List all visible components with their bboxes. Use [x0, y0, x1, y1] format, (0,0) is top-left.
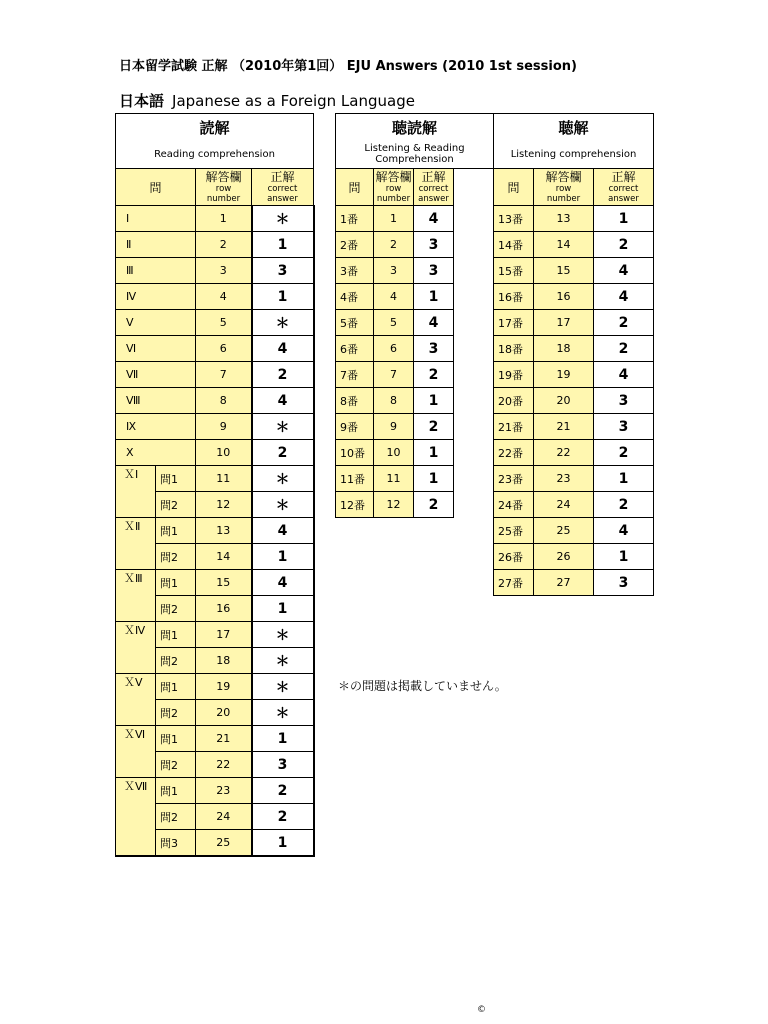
row-number: 7: [196, 362, 252, 388]
question-number: 11番: [336, 466, 374, 492]
table-row: [116, 232, 314, 258]
correct-answer: ＊: [252, 206, 314, 232]
correct-answer: 4: [252, 388, 314, 414]
table-row: [494, 310, 654, 336]
table-row: [494, 570, 654, 596]
section-title-jp: 日本語: [119, 92, 165, 110]
correct-answer: 2: [252, 362, 314, 388]
correct-answer: 3: [594, 570, 654, 596]
correct-answer: 4: [414, 310, 454, 336]
question-number: Ⅵ: [116, 336, 196, 362]
row-number: 2: [374, 232, 414, 258]
question-number: Ⅸ: [116, 414, 196, 440]
question-number: ＸⅣ: [116, 622, 156, 674]
listening-reading-subtitle: Listening & Reading Comprehension: [336, 140, 494, 169]
copyright-mark: ©: [477, 1005, 486, 1015]
correct-answer: 3: [252, 258, 314, 284]
row-number: 20: [196, 700, 252, 726]
correct-answer: 3: [594, 414, 654, 440]
row-number: 16: [196, 596, 252, 622]
table-row: [116, 258, 314, 284]
row-number: 18: [534, 336, 594, 362]
table-row: [116, 674, 314, 700]
correct-answer: 1: [414, 466, 454, 492]
table-row: [116, 388, 314, 414]
row-number: 5: [374, 310, 414, 336]
question-number: Ⅳ: [116, 284, 196, 310]
listening-reading-col-row: 解答欄 row number: [375, 169, 412, 204]
correct-answer: 2: [594, 232, 654, 258]
table-row: [494, 492, 654, 518]
table-row: [494, 518, 654, 544]
sub-question: 問2: [156, 648, 196, 674]
table-row: [116, 622, 314, 648]
table-row: [494, 362, 654, 388]
correct-answer: ＊: [252, 674, 314, 700]
sub-question: 問2: [156, 492, 196, 518]
question-number: 26番: [494, 544, 534, 570]
correct-answer: 2: [594, 492, 654, 518]
table-row: [336, 414, 494, 440]
table-row: [336, 388, 494, 414]
question-number: 2番: [336, 232, 374, 258]
sub-question: 問1: [156, 622, 196, 648]
correct-answer: ＊: [252, 492, 314, 518]
correct-answer: 2: [594, 336, 654, 362]
correct-answer: 3: [414, 232, 454, 258]
sub-question: 問2: [156, 544, 196, 570]
question-number: ＸⅤ: [116, 674, 156, 726]
reading-table: [115, 113, 315, 857]
table-row: [116, 284, 314, 310]
row-number: 15: [534, 258, 594, 284]
sub-question: 問3: [156, 830, 196, 857]
table-row: [336, 362, 494, 388]
table-row: [116, 778, 314, 804]
row-number: 3: [196, 258, 252, 284]
table-row: [116, 362, 314, 388]
correct-answer: 4: [594, 518, 654, 544]
question-number: 8番: [336, 388, 374, 414]
table-row: [336, 336, 494, 362]
correct-answer: 4: [252, 336, 314, 362]
correct-answer: 2: [594, 310, 654, 336]
question-number: ＸⅦ: [116, 778, 156, 857]
correct-answer: 2: [414, 362, 454, 388]
question-number: Ⅹ: [116, 440, 196, 466]
correct-answer: ＊: [252, 648, 314, 674]
question-number: ＸⅥ: [116, 726, 156, 778]
row-number: 22: [534, 440, 594, 466]
question-number: 3番: [336, 258, 374, 284]
correct-answer: 1: [414, 440, 454, 466]
correct-answer: 1: [414, 388, 454, 414]
question-number: 19番: [494, 362, 534, 388]
table-row: [494, 206, 654, 232]
row-number: 18: [196, 648, 252, 674]
question-number: 20番: [494, 388, 534, 414]
listening-reading-col-question: 問: [336, 169, 374, 206]
row-number: 16: [534, 284, 594, 310]
listening-subtitle: Listening comprehension: [494, 140, 654, 169]
correct-answer: 1: [594, 544, 654, 570]
correct-answer: 1: [252, 726, 314, 752]
table-row: [494, 336, 654, 362]
reading-col-row: 解答欄 row number: [196, 169, 252, 206]
correct-answer: 1: [252, 544, 314, 570]
row-number: 13: [534, 206, 594, 232]
question-number: 15番: [494, 258, 534, 284]
table-row: [494, 414, 654, 440]
page-title: 日本留学試験 正解 （2010年第1回） EJU Answers (2010 1st session): [119, 59, 577, 74]
correct-answer: 2: [252, 804, 314, 830]
table-row: [494, 284, 654, 310]
correct-answer: 2: [252, 778, 314, 804]
correct-answer: 1: [252, 596, 314, 622]
correct-answer: 2: [594, 440, 654, 466]
footnote: ＊の問題は掲載していません。: [338, 679, 507, 693]
sub-question: 問1: [156, 778, 196, 804]
question-number: ＸⅢ: [116, 570, 156, 622]
question-number: 14番: [494, 232, 534, 258]
table-row: [116, 726, 314, 752]
table-row: [494, 466, 654, 492]
row-number: 14: [196, 544, 252, 570]
reading-title: 読解: [116, 114, 314, 141]
table-row: [116, 518, 314, 544]
correct-answer: 3: [594, 388, 654, 414]
row-number: 4: [196, 284, 252, 310]
listening-col-question: 問: [494, 169, 534, 206]
row-number: 27: [534, 570, 594, 596]
listening-title: 聴解: [494, 114, 654, 141]
reading-col-question: 問: [116, 169, 196, 206]
row-number: 23: [196, 778, 252, 804]
sub-question: 問1: [156, 518, 196, 544]
correct-answer: 4: [594, 284, 654, 310]
sub-question: 問1: [156, 570, 196, 596]
row-number: 17: [534, 310, 594, 336]
correct-answer: 4: [252, 570, 314, 596]
table-row: [494, 232, 654, 258]
table-row: [494, 440, 654, 466]
question-number: 25番: [494, 518, 534, 544]
table-row: [116, 440, 314, 466]
row-number: 24: [196, 804, 252, 830]
question-number: 7番: [336, 362, 374, 388]
listening-reading-table: [335, 113, 494, 518]
section-title: [119, 90, 415, 111]
sub-question: 問1: [156, 726, 196, 752]
row-number: 11: [374, 466, 414, 492]
row-number: 23: [534, 466, 594, 492]
question-number: Ⅰ: [116, 206, 196, 232]
question-number: 24番: [494, 492, 534, 518]
table-row: [336, 310, 494, 336]
row-number: 25: [534, 518, 594, 544]
row-number: 8: [196, 388, 252, 414]
row-number: 4: [374, 284, 414, 310]
question-number: Ⅶ: [116, 362, 196, 388]
question-number: 21番: [494, 414, 534, 440]
listening-reading-title: 聴読解: [336, 114, 494, 141]
correct-answer: 1: [594, 206, 654, 232]
table-row: [336, 284, 494, 310]
table-row: [116, 570, 314, 596]
row-number: 14: [534, 232, 594, 258]
table-row: [336, 258, 494, 284]
row-number: 24: [534, 492, 594, 518]
row-number: 12: [374, 492, 414, 518]
row-number: 10: [374, 440, 414, 466]
question-number: 1番: [336, 206, 374, 232]
row-number: 9: [374, 414, 414, 440]
question-number: 9番: [336, 414, 374, 440]
correct-answer: 4: [594, 258, 654, 284]
table-row: [116, 466, 314, 492]
correct-answer: 3: [414, 336, 454, 362]
listening-reading-col-answer: 正解 correct answer: [414, 169, 454, 206]
question-number: 4番: [336, 284, 374, 310]
reading-col-answer: 正解 correct answer: [252, 169, 314, 206]
section-title-en: Japanese as a Foreign Language: [172, 92, 415, 110]
correct-answer: 2: [414, 414, 454, 440]
row-number: 2: [196, 232, 252, 258]
row-number: 9: [196, 414, 252, 440]
question-number: Ⅷ: [116, 388, 196, 414]
question-number: 18番: [494, 336, 534, 362]
correct-answer: 4: [414, 206, 454, 232]
correct-answer: 1: [252, 232, 314, 258]
row-number: 25: [196, 830, 252, 857]
correct-answer: 3: [252, 752, 314, 778]
question-number: 17番: [494, 310, 534, 336]
sub-question: 問1: [156, 674, 196, 700]
correct-answer: 1: [414, 284, 454, 310]
table-row: [336, 206, 494, 232]
correct-answer: 4: [594, 362, 654, 388]
row-number: 19: [196, 674, 252, 700]
question-number: Ⅲ: [116, 258, 196, 284]
question-number: 10番: [336, 440, 374, 466]
row-number: 11: [196, 466, 252, 492]
row-number: 21: [534, 414, 594, 440]
table-row: [336, 232, 494, 258]
correct-answer: 1: [594, 466, 654, 492]
question-number: 13番: [494, 206, 534, 232]
row-number: 13: [196, 518, 252, 544]
table-row: [336, 466, 494, 492]
row-number: 20: [534, 388, 594, 414]
question-number: Ⅱ: [116, 232, 196, 258]
table-row: [116, 310, 314, 336]
correct-answer: 1: [252, 284, 314, 310]
correct-answer: 1: [252, 830, 314, 857]
row-number: 26: [534, 544, 594, 570]
correct-answer: ＊: [252, 466, 314, 492]
table-row: [116, 206, 314, 232]
row-number: 6: [374, 336, 414, 362]
row-number: 6: [196, 336, 252, 362]
correct-answer: ＊: [252, 622, 314, 648]
sub-question: 問2: [156, 596, 196, 622]
row-number: 15: [196, 570, 252, 596]
row-number: 19: [534, 362, 594, 388]
question-number: 27番: [494, 570, 534, 596]
row-number: 3: [374, 258, 414, 284]
row-number: 8: [374, 388, 414, 414]
sub-question: 問2: [156, 752, 196, 778]
correct-answer: ＊: [252, 414, 314, 440]
correct-answer: ＊: [252, 310, 314, 336]
question-number: 22番: [494, 440, 534, 466]
correct-answer: 2: [414, 492, 454, 518]
correct-answer: 4: [252, 518, 314, 544]
listening-table: [493, 113, 654, 596]
table-row: [336, 492, 494, 518]
row-number: 7: [374, 362, 414, 388]
question-number: 6番: [336, 336, 374, 362]
table-row: [494, 544, 654, 570]
row-number: 10: [196, 440, 252, 466]
row-number: 12: [196, 492, 252, 518]
question-number: ＸⅠ: [116, 466, 156, 518]
row-number: 17: [196, 622, 252, 648]
table-row: [116, 336, 314, 362]
question-number: 12番: [336, 492, 374, 518]
sub-question: 問2: [156, 700, 196, 726]
row-number: 1: [374, 206, 414, 232]
question-number: 5番: [336, 310, 374, 336]
sub-question: 問2: [156, 804, 196, 830]
row-number: 1: [196, 206, 252, 232]
listening-col-answer: 正解 correct answer: [594, 169, 654, 206]
question-number: 16番: [494, 284, 534, 310]
table-row: [116, 414, 314, 440]
correct-answer: 2: [252, 440, 314, 466]
correct-answer: ＊: [252, 700, 314, 726]
row-number: 21: [196, 726, 252, 752]
listening-col-row: 解答欄 row number: [534, 169, 594, 206]
reading-subtitle: Reading comprehension: [116, 140, 314, 169]
table-row: [494, 388, 654, 414]
question-number: 23番: [494, 466, 534, 492]
correct-answer: 3: [414, 258, 454, 284]
question-number: ＸⅡ: [116, 518, 156, 570]
row-number: 5: [196, 310, 252, 336]
table-row: [336, 440, 494, 466]
table-row: [494, 258, 654, 284]
question-number: Ⅴ: [116, 310, 196, 336]
row-number: 22: [196, 752, 252, 778]
sub-question: 問1: [156, 466, 196, 492]
